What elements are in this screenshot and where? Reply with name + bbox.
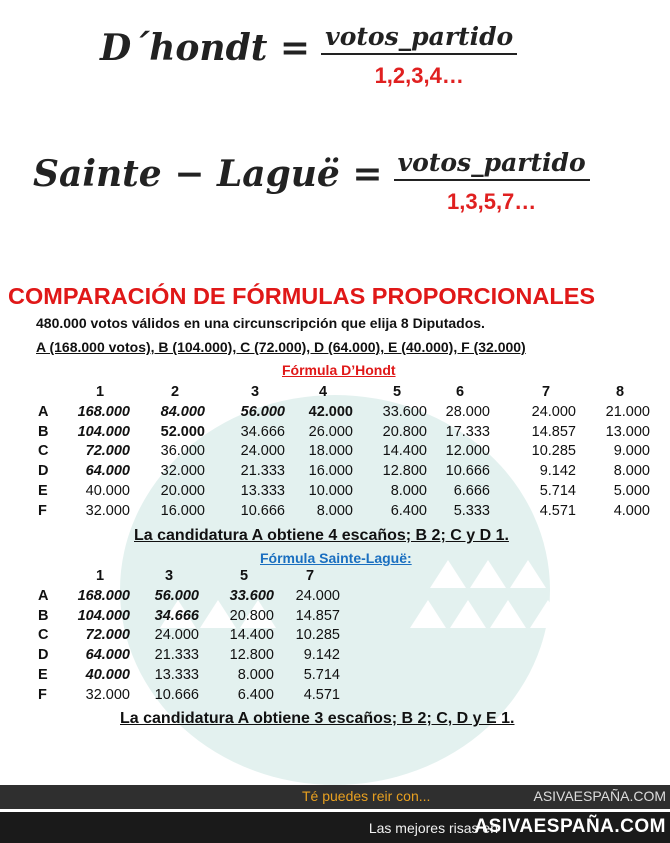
- dhondt-formula-lhs: D´hondt =: [100, 27, 311, 69]
- intro-text: 480.000 votos válidos en una circunscripción que elija 8 Diputados.: [36, 315, 485, 331]
- table-cell: 6.666: [453, 482, 490, 499]
- row-label: C: [38, 627, 49, 644]
- column-header: 5: [239, 568, 249, 584]
- table-cell: 21.333: [240, 463, 285, 480]
- table-cell: 10.000: [308, 482, 353, 499]
- row-label: A: [38, 587, 49, 604]
- row-label: D: [38, 647, 49, 664]
- row-label: A: [38, 403, 49, 420]
- dhondt-formula: [100, 22, 517, 89]
- table-cell: 13.000: [605, 423, 650, 440]
- table-row: [38, 483, 658, 503]
- table-cell: 64.000: [85, 463, 130, 480]
- table-cell: 4.000: [613, 502, 650, 519]
- table-cell: 5.714: [539, 482, 576, 499]
- table-cell: 40.000: [85, 482, 130, 499]
- footer-brand-logo[interactable]: ASIVAESPAÑA.COM: [474, 816, 666, 837]
- table-row: [38, 463, 658, 483]
- table-row: [38, 404, 658, 424]
- table-cell: 36.000: [160, 443, 205, 460]
- table-cell: 33.600: [229, 587, 274, 604]
- table-cell: 40.000: [85, 666, 130, 683]
- table-cell: 10.666: [154, 686, 199, 703]
- table-cell: 34.666: [154, 607, 199, 624]
- row-label: F: [38, 686, 47, 703]
- table-cell: 20.800: [229, 607, 274, 624]
- table-cell: 14.857: [295, 607, 340, 624]
- table-cell: 8.000: [316, 502, 353, 519]
- row-label: D: [38, 463, 49, 480]
- column-header: 6: [455, 384, 465, 400]
- table-cell: 24.000: [295, 587, 340, 604]
- table-row: [38, 503, 658, 523]
- table-cell: 20.000: [160, 482, 205, 499]
- table-cell: 52.000: [160, 423, 205, 440]
- row-label: B: [38, 607, 49, 624]
- table-cell: 8.000: [237, 666, 274, 683]
- page-title: COMPARACIÓN DE FÓRMULAS PROPORCIONALES: [8, 283, 596, 309]
- table-cell: 20.800: [382, 423, 427, 440]
- table-row: [38, 424, 658, 444]
- sainte-table: [38, 568, 358, 707]
- table-cell: 13.333: [240, 482, 285, 499]
- table-cell: 5.333: [453, 502, 490, 519]
- table-row: [38, 443, 658, 463]
- table-cell: 14.400: [382, 443, 427, 460]
- row-label: E: [38, 482, 48, 499]
- dhondt-formula-denominator: 1,2,3,4…: [374, 63, 464, 88]
- dhondt-table: [38, 384, 658, 523]
- table-cell: 42.000: [308, 403, 353, 420]
- table-cell: 104.000: [77, 607, 130, 624]
- column-header: 2: [170, 384, 180, 400]
- table-cell: 32.000: [85, 686, 130, 703]
- dhondt-conclusion: La candidatura A obtiene 4 escaños; B 2; C y D 1.: [134, 527, 509, 544]
- table-cell: 21.000: [605, 403, 650, 420]
- column-header: 7: [541, 384, 551, 400]
- table-cell: 34.666: [240, 423, 285, 440]
- sainte-heading: Fórmula Sainte-Laguë:: [260, 550, 412, 566]
- table-cell: 8.000: [613, 463, 650, 480]
- table-cell: 24.000: [240, 443, 285, 460]
- footer-ticker-right: ASIVAESPAÑA.COM: [533, 788, 666, 804]
- column-header: 5: [392, 384, 402, 400]
- row-label: C: [38, 443, 49, 460]
- table-cell: 56.000: [240, 403, 285, 420]
- table-cell: 64.000: [85, 647, 130, 664]
- sainte-lague-formula: [33, 148, 590, 215]
- table-row: [38, 687, 358, 707]
- row-label: F: [38, 502, 47, 519]
- footer-bar: [0, 812, 670, 843]
- table-cell: 24.000: [531, 403, 576, 420]
- table-row: [38, 647, 358, 667]
- table-cell: 10.666: [445, 463, 490, 480]
- table-cell: 16.000: [160, 502, 205, 519]
- footer-tagline: Las mejores risas en: [368, 820, 498, 836]
- sainte-formula-numerator: votos_partido: [394, 148, 590, 181]
- sainte-formula-denominator: 1,3,5,7…: [447, 189, 537, 214]
- column-header: 1: [95, 568, 105, 584]
- table-cell: 12.800: [229, 647, 274, 664]
- table-cell: 5.714: [303, 666, 340, 683]
- table-cell: 6.400: [390, 502, 427, 519]
- table-header-row: [38, 568, 358, 588]
- table-cell: 12.800: [382, 463, 427, 480]
- footer-ticker-left: Té puedes reir con...: [302, 788, 431, 804]
- table-cell: 168.000: [77, 403, 130, 420]
- row-label: B: [38, 423, 49, 440]
- table-cell: 72.000: [85, 443, 130, 460]
- row-label: E: [38, 666, 48, 683]
- table-cell: 17.333: [445, 423, 490, 440]
- column-header: 8: [615, 384, 625, 400]
- parties-line: A (168.000 votos), B (104.000), C (72.000), D (64.000), E (40.000), F (32.000): [36, 339, 526, 355]
- table-cell: 13.333: [154, 666, 199, 683]
- table-cell: 14.857: [531, 423, 576, 440]
- table-row: [38, 588, 358, 608]
- table-cell: 24.000: [154, 627, 199, 644]
- table-cell: 8.000: [390, 482, 427, 499]
- table-cell: 32.000: [85, 502, 130, 519]
- table-cell: 21.333: [154, 647, 199, 664]
- table-cell: 9.000: [613, 443, 650, 460]
- column-header: 7: [305, 568, 315, 584]
- table-cell: 28.000: [445, 403, 490, 420]
- table-cell: 104.000: [77, 423, 130, 440]
- column-header: 3: [164, 568, 174, 584]
- column-header: 3: [250, 384, 260, 400]
- table-cell: 14.400: [229, 627, 274, 644]
- table-cell: 12.000: [445, 443, 490, 460]
- table-cell: 18.000: [308, 443, 353, 460]
- table-cell: 10.285: [531, 443, 576, 460]
- column-header: 4: [318, 384, 328, 400]
- table-cell: 56.000: [154, 587, 199, 604]
- table-row: [38, 627, 358, 647]
- table-cell: 6.400: [237, 686, 274, 703]
- table-cell: 72.000: [85, 627, 130, 644]
- column-header: 1: [95, 384, 105, 400]
- table-cell: 5.000: [613, 482, 650, 499]
- table-cell: 4.571: [303, 686, 340, 703]
- table-header-row: [38, 384, 658, 404]
- table-cell: 4.571: [539, 502, 576, 519]
- table-cell: 32.000: [160, 463, 205, 480]
- table-cell: 10.285: [295, 627, 340, 644]
- table-cell: 168.000: [77, 587, 130, 604]
- table-cell: 26.000: [308, 423, 353, 440]
- table-row: [38, 667, 358, 687]
- dhondt-formula-numerator: votos_partido: [321, 22, 517, 55]
- table-cell: 16.000: [308, 463, 353, 480]
- sainte-formula-lhs: Sainte − Laguë =: [33, 153, 383, 195]
- table-cell: 9.142: [303, 647, 340, 664]
- dhondt-heading: Fórmula D’Hondt: [282, 362, 396, 378]
- table-cell: 10.666: [240, 502, 285, 519]
- table-cell: 33.600: [382, 403, 427, 420]
- table-cell: 9.142: [539, 463, 576, 480]
- footer-ticker: [0, 785, 670, 809]
- sainte-conclusion: La candidatura A obtiene 3 escaños; B 2; C, D y E 1.: [120, 710, 515, 727]
- table-cell: 84.000: [160, 403, 205, 420]
- table-row: [38, 608, 358, 628]
